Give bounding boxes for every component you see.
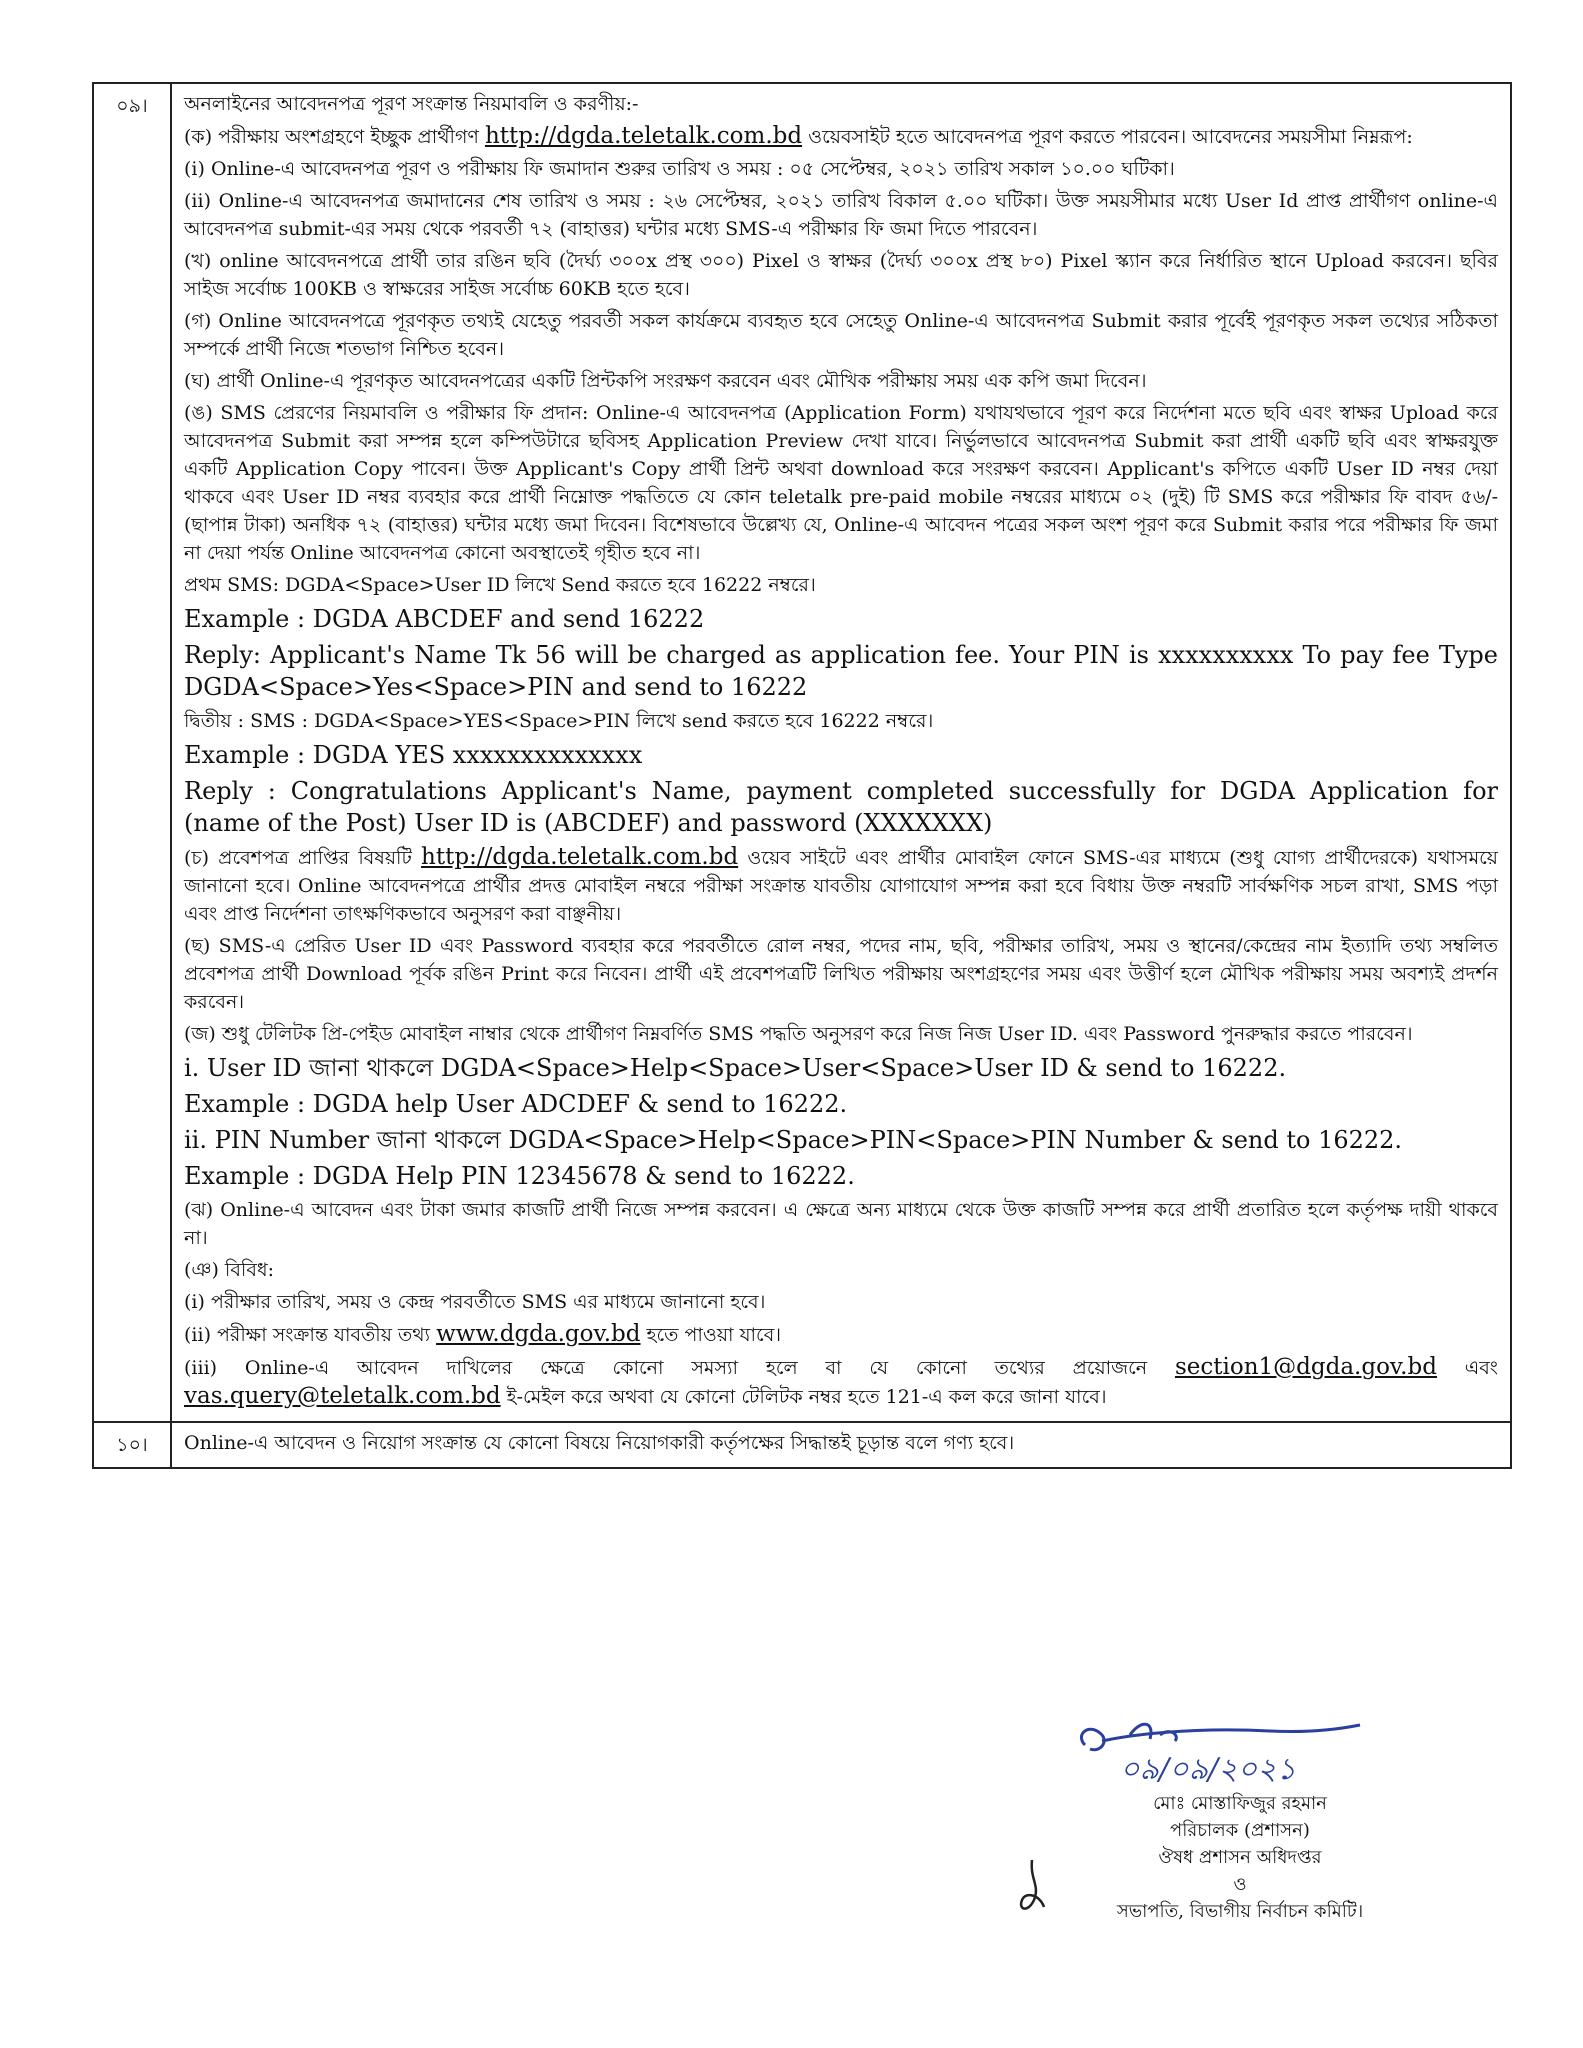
email-link-dgda[interactable]: section1@dgda.gov.bd [1174,1354,1437,1380]
instructions-table [92,82,1512,1469]
misc-1: (i) পরীক্ষার তারিখ, সময় ও কেন্দ্র পরবর্তীতে SMS এর মাধ্যমে জানানো হবে। [184,1291,766,1313]
signatory-committee: সভাপতি, বিভাগীয় নির্বাচন কমিটি। [1116,1901,1364,1922]
clause-ii: (ii) Online-এ আবেদনপত্র জমাদানের শেষ তারিখ ও সময় : ২৬ সেপ্টেম্বর, ২০২১ তারিখ বিকাল ৫.০০ ঘটিকা। উক্ত সময়সীমার মধ্যে User Id প্রাপ্ত প্রার্থীগণ online-এ আবেদনপত্র submit-এর সময় থেকে পরবর্তী ৭২ (বাহাত্তর) ঘন্টার মধ্যে SMS-এ পরীক্ষার ফি জমা দিতে পারবেন। [184,190,1498,240]
clause-uma: (ঙ) SMS প্রেরণের নিয়মাবলি ও পরীক্ষার ফি প্রদান: Online-এ আবেদনপত্র (Application Form) যথাযথভাবে পূরণ করে নির্দেশনা মতে ছবি এবং স্বাক্ষর Upload করে আবেদনপত্র Submit করা সম্পন্ন হলে কম্পিউটারে ছবিসহ Application Preview দেখা যাবে। নির্ভুলভাবে আবেদনপত্র Submit করা প্রার্থী একটি ছবি এবং স্বাক্ষরযুক্ত একটি Application Copy পাবেন। উক্ত Applicant's Copy প্রার্থী প্রিন্ট অথবা download করে সংরক্ষণ করবেন। Applicant's কপিতে একটি User ID নম্বর দেয়া থাকবে এবং User ID নম্বর ব্যবহার করে প্রার্থী নিম্নোক্ত পদ্ধতিতে যে কোন teletalk pre-paid mobile নম্বরের মাধ্যমে ০২ (দুই) টি SMS করে পরীক্ষার ফি বাবদ ৫৬/- (ছাপান্ন টাকা) অনধিক ৭২ (বাহাত্তর) ঘন্টার মধ্যে জমা দিবেন। বিশেষভাবে উল্লেখ্য যে, Online-এ আবেদন পত্রের সকল অংশ পূরণ করে Submit করার পরে পরীক্ষার ফি জমা না দেয়া পর্যন্ত Online আবেদনপত্র কোনো অবস্থাতেই গৃহীত হবে না। [184,402,1499,564]
teletalk-link-2[interactable]: http://dgda.teletalk.com.bd [421,844,739,870]
help-pin: ii. PIN Number জানা থাকলে DGDA<Space>Help<Space>PIN<Space>PIN Number & send to 16222. [184,1126,1403,1154]
signatory-block [1030,1790,1450,1925]
signatory-office: ঔষধ প্রশাসন অধিদপ্তর [1158,1847,1322,1868]
misc-3: (iii) Online-এ আবেদন দাখিলের ক্ষেত্রে কোনো সমস্যা হলে বা যে কোনো তথ্যের প্রয়োজনে section1@dgda.gov.bd এবং vas.query@teletalk.com.bd ই-মেইল করে অথবা যে কোনো টেলিটক নম্বর হতে 121-এ কল করে জানা যাবে। [184,1354,1498,1409]
sms-example-2: Example : DGDA YES xxxxxxxxxxxxxx [184,741,643,769]
sms-reply-2: Reply : Congratulations Applicant's Name, payment completed successfully for DGDA Application for (name of the Post) User ID is (ABCDEF) and password (XXXXXXX) [184,777,1498,837]
sms-first: প্রথম SMS: DGDA<Space>User ID লিখে Send করতে হবে 16222 নম্বরে। [184,574,816,596]
sms-reply-1: Reply: Applicant's Name Tk 56 will be charged as application fee. Your PIN is xxxxxxxxxx To pay fee Type DGDA<Space>Yes<Space>PIN and send to 16222 [184,641,1498,701]
clause-kha: (খ) online আবেদনপত্রে প্রার্থী তার রঙিন ছবি (দৈর্ঘ্য ৩০০x প্রস্থ ৩০০) Pixel ও স্বাক্ষর (দৈর্ঘ্য ৩০০x প্রস্থ ৮০) Pixel স্ক্যান করে নির্ধারিত স্থানে Upload করবেন। ছবির সাইজ সর্বোচ্চ 100KB ও স্বাক্ষরের সাইজ সর্বোচ্চ 60KB হতে হবে। [184,250,1498,300]
clause-ja: (জ) শুধু টেলিটক প্রি-পেইড মোবাইল নাম্বার থেকে প্রার্থীগণ নিম্নবর্ণিত SMS পদ্ধতি অনুসরণ করে নিজ নিজ User ID. এবং Password পুনরুদ্ধার করতে পারবেন। [184,1023,1413,1045]
row-number: ০৯। [94,84,172,1421]
help-example-1: Example : DGDA help User ADCDEF & send to 16222. [184,1090,848,1118]
clause-cha: (চ) প্রবেশপত্র প্রাপ্তির বিষয়টি http://dgda.teletalk.com.bd ওয়েব সাইটে এবং প্রার্থীর মোবাইল ফোনে SMS-এর মাধ্যমে (শুধু যোগ্য প্রার্থীদেরকে) যথাসময়ে জানানো হবে। Online আবেদনপত্রে প্রার্থীর প্রদত্ত মোবাইল নম্বরে পরীক্ষা সংক্রান্ত যাবতীয় যোগাযোগ সম্পন্ন করা হবে বিধায় উক্ত নম্বরটি সার্বক্ষণিক সচল রাখা, SMS পড়া এবং প্রাপ্ত নির্দেশনা তাৎক্ষণিকভাবে অনুসরণ করা বাঞ্ছনীয়। [184,844,1498,925]
sms-second: দ্বিতীয় : SMS : DGDA<Space>YES<Space>PIN লিখে send করতে হবে 16222 নম্বরে। [184,710,934,732]
email-link-teletalk[interactable]: vas.query@teletalk.com.bd [184,1383,501,1409]
row-09 [94,84,1510,1423]
signatory-conjunction: ও [1233,1874,1247,1895]
help-user-id: i. User ID জানা থাকলে DGDA<Space>Help<Space>User<Space>User ID & send to 16222. [184,1054,1287,1082]
clause-ka: (ক) পরীক্ষায় অংশগ্রহণে ইচ্ছুক প্রার্থীগণ http://dgda.teletalk.com.bd ওয়েবসাইট হতে আবেদনপত্র পূরণ করতে পারবেন। আবেদনের সময়সীমা নিম্নরূপ: [184,123,1413,149]
final-clause: Online-এ আবেদন ও নিয়োগ সংক্রান্ত যে কোনো বিষয়ে নিয়োগকারী কর্তৃপক্ষের সিদ্ধান্তই চূড়ান্ত বলে গণ্য হবে। [184,1432,1015,1454]
clause-ga: (গ) Online আবেদনপত্রে পূরণকৃত তথ্যই যেহেতু পরবর্তী সকল কার্যক্রমে ব্যবহৃত হবে সেহেতু Online-এ আবেদনপত্র Submit করার পূর্বেই পূরণকৃত সকল তথ্যের সঠিকতা সম্পর্কে প্রার্থী নিজে শতভাগ নিশ্চিত হবেন। [184,310,1498,360]
clause-nya: (ঞ) বিবিধ: [184,1259,274,1281]
dgda-website-link[interactable]: www.dgda.gov.bd [436,1321,641,1347]
initial-mark-icon [1010,1855,1060,1925]
signatory-name: মোঃ মোস্তাফিজুর রহমান [1153,1793,1327,1814]
sms-example-1: Example : DGDA ABCDEF and send 16222 [184,605,705,633]
clause-chha: (ছ) SMS-এ প্রেরিত User ID এবং Password ব্যবহার করে পরবর্তীতে রোল নম্বর, পদের নাম, ছবি, পরীক্ষার তারিখ, সময় ও স্থানের/কেন্দ্রের নাম ইত্যাদি তথ্য সম্বলিত প্রবেশপত্র প্রার্থী Download পূর্বক রঙিন Print করে নিবেন। প্রার্থী এই প্রবেশপত্রটি লিখিত পরীক্ষায় অংশগ্রহণের সময় এবং উত্তীর্ণ হলে মৌখিক পরীক্ষায় সময় অবশ্যই প্রদর্শন করবেন। [184,935,1498,1013]
teletalk-link[interactable]: http://dgda.teletalk.com.bd [484,123,803,149]
section-heading: অনলাইনের আবেদনপত্র পূরণ সংক্রান্ত নিয়মাবলি ও করণীয়:- [184,93,639,115]
clause-gha: (ঘ) প্রার্থী Online-এ পূরণকৃত আবেদনপত্রের একটি প্রিন্টকপি সংরক্ষণ করবেন এবং মৌখিক পরীক্ষায় সময় এক কপি জমা দিবেন। [184,370,1147,392]
row-content [172,1423,1510,1467]
signatory-designation: পরিচালক (প্রশাসন) [1170,1820,1310,1841]
row-number: ১০। [94,1423,172,1467]
clause-i: (i) Online-এ আবেদনপত্র পূরণ ও পরীক্ষায় ফি জমাদান শুরুর তারিখ ও সময় : ০৫ সেপ্টেম্বর, ২০২১ তারিখ সকাল ১০.০০ ঘটিকা। [184,158,1175,180]
handwritten-date: ০৯/০৯/২০২১ [1120,1752,1297,1787]
row-content [172,84,1510,1421]
clause-jha: (ঝ) Online-এ আবেদন এবং টাকা জমার কাজটি প্রার্থী নিজে সম্পন্ন করবেন। এ ক্ষেত্রে অন্য মাধ্যমে থেকে উক্ত কাজটি সম্পন্ন করে প্রার্থী প্রতারিত হলে কর্তৃপক্ষ দায়ী থাকবে না। [184,1199,1498,1249]
row-10 [94,1423,1510,1467]
misc-2: (ii) পরীক্ষা সংক্রান্ত যাবতীয় তথ্য www.dgda.gov.bd হতে পাওয়া যাবে। [184,1321,782,1347]
help-example-2: Example : DGDA Help PIN 12345678 & send to 16222. [184,1162,855,1190]
